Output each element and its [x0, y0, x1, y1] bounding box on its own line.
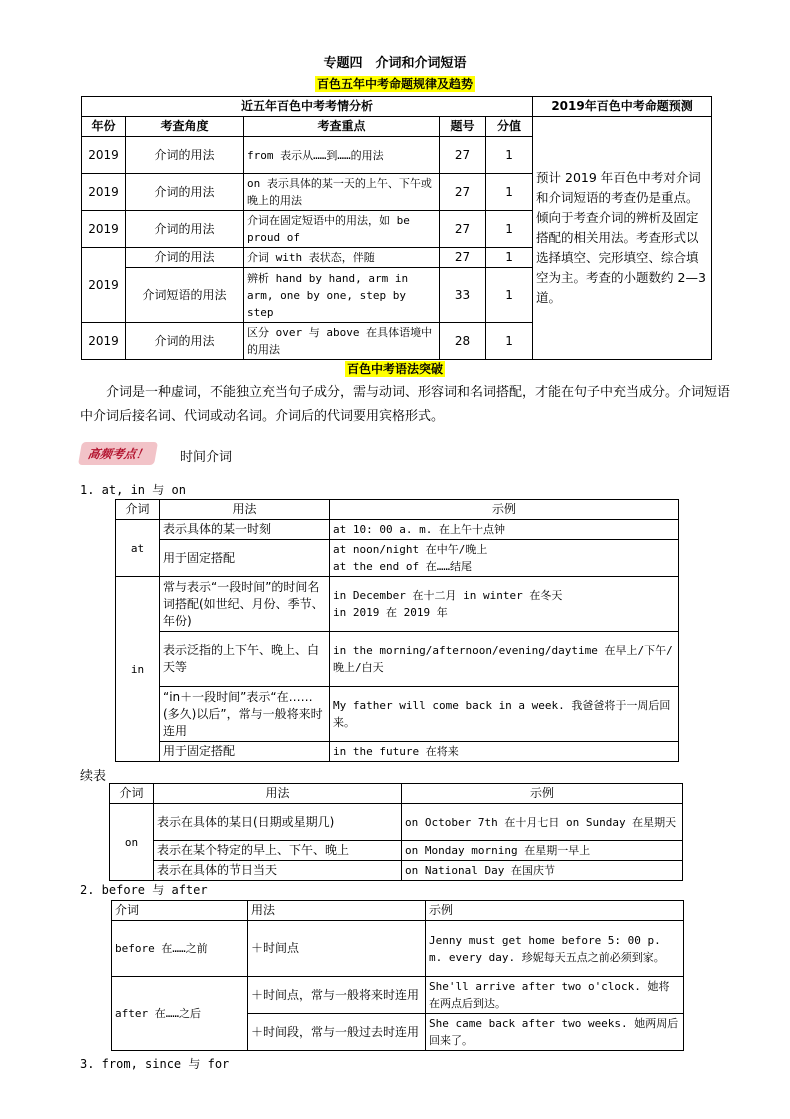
cell-number: 27	[440, 174, 486, 211]
cell-angle: 介词的用法	[126, 137, 244, 174]
cell-example: on October 7th 在十月七日 on Sunday 在星期天	[402, 804, 683, 841]
cell-usage: ＋时间点，常与一般将来时连用	[248, 977, 426, 1014]
page-title: 专题四 介词和介词短语	[323, 56, 467, 71]
cell-focus: on 表示具体的某一天的上午、下午或晚上的用法	[244, 174, 440, 211]
section-heading-1: 1. at, in 与 on	[80, 483, 186, 497]
cell-example: on Monday morning 在星期一早上	[402, 841, 683, 861]
cell-score: 1	[486, 323, 533, 360]
cell-usage: 用于固定搭配	[160, 540, 330, 577]
section-heading-3: 3. from, since 与 for	[80, 1057, 230, 1071]
cell-focus: 介词在固定短语中的用法，如 be proud of	[244, 211, 440, 248]
intro-paragraph: 介词是一种虚词，不能独立充当句子成分，需与动词、形容词和名词搭配，才能在句子中充当成分。介词短语中介词后接名词、代词或动名词。介词后的代词要用宾格形式。	[80, 385, 731, 424]
cell-example: in the morning/afternoon/evening/daytime 在早上/下午/晚上/白天	[330, 632, 679, 687]
on-table	[109, 783, 683, 881]
cell-example: Jenny must get home before 5: 00 p. m. every day. 珍妮每天五点之前必须到家。	[426, 921, 684, 977]
cell-number: 33	[440, 268, 486, 323]
col-angle: 考查角度	[126, 117, 244, 137]
continued-label: 续表	[80, 769, 107, 784]
at-in-table	[115, 499, 679, 762]
col-year: 年份	[82, 117, 126, 137]
cell-score: 1	[486, 268, 533, 323]
cell-example: in the future 在将来	[330, 742, 679, 762]
table-row	[110, 861, 683, 881]
prep-at: at	[116, 520, 160, 577]
prep-after: after 在……之后	[112, 977, 248, 1051]
col-number: 题号	[440, 117, 486, 137]
table-row	[112, 977, 684, 1014]
cell-year: 2019	[82, 211, 126, 248]
cell-angle: 介词的用法	[126, 323, 244, 360]
cell-focus: 辨析 hand by hand, arm in arm, one by one, step by step	[244, 268, 440, 323]
cell-year: 2019	[82, 248, 126, 323]
before-after-table	[111, 900, 684, 1051]
banner-grammar-text: 百色中考语法突破	[346, 362, 443, 376]
cell-usage: 表示在某个特定的早上、下午、晚上	[154, 841, 402, 861]
prep-on: on	[110, 804, 154, 881]
section-banner-grammar	[0, 360, 790, 377]
cell-example: She came back after two weeks. 她两周后回来了。	[426, 1014, 684, 1051]
analysis-head-right: 2019年百色中考命题预测	[533, 97, 712, 117]
cell-usage: 表示具体的某一时刻	[160, 520, 330, 540]
table-row	[112, 921, 684, 977]
cell-score: 1	[486, 174, 533, 211]
high-frequency-badge: 高频考点！	[78, 442, 158, 465]
cell-usage: 常与表示“一段时间”的时间名词搭配(如世纪、月份、季节、年份)	[160, 577, 330, 632]
cell-example: on National Day 在国庆节	[402, 861, 683, 881]
col-usage: 用法	[160, 500, 330, 520]
col-example: 示例	[402, 784, 683, 804]
analysis-head-left: 近五年百色中考考情分析	[82, 97, 533, 117]
col-score: 分值	[486, 117, 533, 137]
cell-angle: 介词的用法	[126, 248, 244, 268]
exam-analysis-table	[81, 96, 712, 360]
col-focus: 考查重点	[244, 117, 440, 137]
cell-example: My father will come back in a week. 我爸爸将于一周后回来。	[330, 687, 679, 742]
cell-usage: 用于固定搭配	[160, 742, 330, 762]
table-row	[116, 540, 679, 577]
table-row	[110, 841, 683, 861]
prep-before: before 在……之前	[112, 921, 248, 977]
cell-usage: 表示泛指的上下午、晚上、白天等	[160, 632, 330, 687]
col-usage: 用法	[248, 901, 426, 921]
cell-angle: 介词的用法	[126, 211, 244, 248]
cell-angle: 介词短语的用法	[126, 268, 244, 323]
cell-example: in December 在十二月 in winter 在冬天 in 2019 在 2019 年	[330, 577, 679, 632]
cell-angle: 介词的用法	[126, 174, 244, 211]
table-row	[116, 632, 679, 687]
cell-focus: from 表示从……到……的用法	[244, 137, 440, 174]
col-preposition: 介词	[116, 500, 160, 520]
banner-trends-text: 百色五年中考命题规律及趋势	[316, 77, 473, 91]
prediction-text: 预计 2019 年百色中考对介词和介词短语的考查仍是重点。倾向于考查介词的辨析及固定搭配的相关用法。考查形式以选择填空、完形填空、综合填空为主。考查的小题数约 2—3 道。	[533, 117, 712, 360]
table-row	[116, 577, 679, 632]
cell-score: 1	[486, 248, 533, 268]
table-row	[116, 520, 679, 540]
cell-example: at 10: 00 a. m. 在上午十点钟	[330, 520, 679, 540]
col-preposition: 介词	[110, 784, 154, 804]
table-row	[110, 804, 683, 841]
col-example: 示例	[330, 500, 679, 520]
cell-year: 2019	[82, 174, 126, 211]
cell-year: 2019	[82, 137, 126, 174]
cell-usage: ＋时间点	[248, 921, 426, 977]
cell-score: 1	[486, 137, 533, 174]
col-preposition: 介词	[112, 901, 248, 921]
cell-usage: 表示在具体的节日当天	[154, 861, 402, 881]
section-banner-trends	[0, 75, 790, 92]
cell-number: 27	[440, 137, 486, 174]
cell-example: at noon/night 在中午/晚上 at the end of 在……结尾	[330, 540, 679, 577]
cell-number: 28	[440, 323, 486, 360]
table-row	[116, 687, 679, 742]
cell-score: 1	[486, 211, 533, 248]
section-heading-2: 2. before 与 after	[80, 883, 208, 897]
cell-focus: 区分 over 与 above 在具体语境中的用法	[244, 323, 440, 360]
cell-usage: ＋时间段，常与一般过去时连用	[248, 1014, 426, 1051]
col-usage: 用法	[154, 784, 402, 804]
cell-number: 27	[440, 211, 486, 248]
cell-year: 2019	[82, 323, 126, 360]
prep-in: in	[116, 577, 160, 762]
cell-example: She'll arrive after two o'clock. 她将在两点后到达。	[426, 977, 684, 1014]
col-example: 示例	[426, 901, 684, 921]
cell-usage: “in＋一段时间”表示“在……(多久)以后”，常与一般将来时连用	[160, 687, 330, 742]
table-row	[116, 742, 679, 762]
cell-focus: 介词 with 表状态，伴随	[244, 248, 440, 268]
cell-number: 27	[440, 248, 486, 268]
badge-topic: 时间介词	[180, 450, 233, 465]
cell-usage: 表示在具体的某日(日期或星期几)	[154, 804, 402, 841]
